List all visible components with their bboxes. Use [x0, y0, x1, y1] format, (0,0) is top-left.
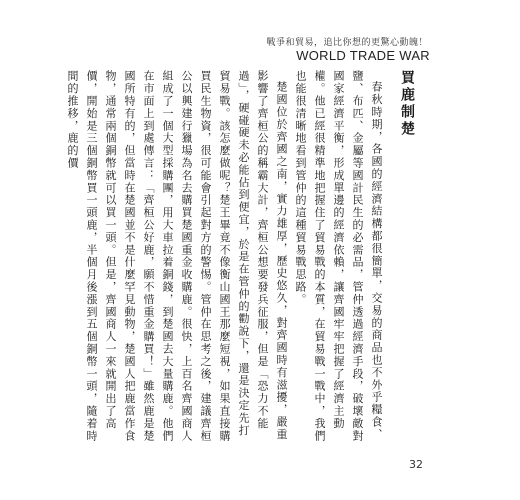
running-header-title: WORLD TRADE WAR [296, 48, 430, 63]
vertical-text-body [66, 70, 427, 445]
section-title: 買鹿制楚 [399, 70, 415, 138]
running-header-subtitle: 戰爭和貿易，追比你想的更驚心動魄！ [266, 38, 428, 48]
paragraph-2: 楚國位於齊國之南，實力雄厚，歷史悠久，對齊國時有滋擾，嚴重影響了齊桓公的稱霸大計，齊桓公想要發兵征服，但是「恐力不能過」，硬碰硬未必能佔到便宜，於是在管仲的勸說下，還是決定先打貿易戰。該怎麼做呢？楚王畢竟不像衡山國王那麼短視，如果直接購買民生物資，很可能會引起對方的警惕。管仲在思考之後，建議齊桓公以興建行獵場為名去購買楚國重金收購鹿。很快，上百名齊國商人組成了一個大型採購團，用大車拉着銅錢，到楚國去大量購鹿。他們在市面上到處傳言：「齊桓公好鹿，願不惜重金購買！」雖然鹿是楚國所特有的，但當時在楚國並不是什麼罕見動物，楚國人把鹿當作食物，通常兩個銅幣就可以買一頭。但是，齊國商人一來就開出了高價，開始是三個銅幣買一頭鹿，半個月後漲到五個銅幣一頭，隨着時間的推移，鹿的價 [66, 70, 288, 442]
page-number: 32 [409, 458, 423, 471]
paragraph-1: 春秋時期，各國的經濟結構都很簡單，交易的商品也不外乎糧食、鹽、布匹、金屬等國計民生的必需品，管仲透過經濟手段，破壞敵對國家經濟平衡，形成單邊的經濟依賴，讓齊國牢牢把握了經濟主動權。他已經很精準地把握住了貿易戰的本質，在貿易戰一戰中，我們也能很清晰地看到管仲的這種貿易戰思路。 [294, 70, 383, 442]
